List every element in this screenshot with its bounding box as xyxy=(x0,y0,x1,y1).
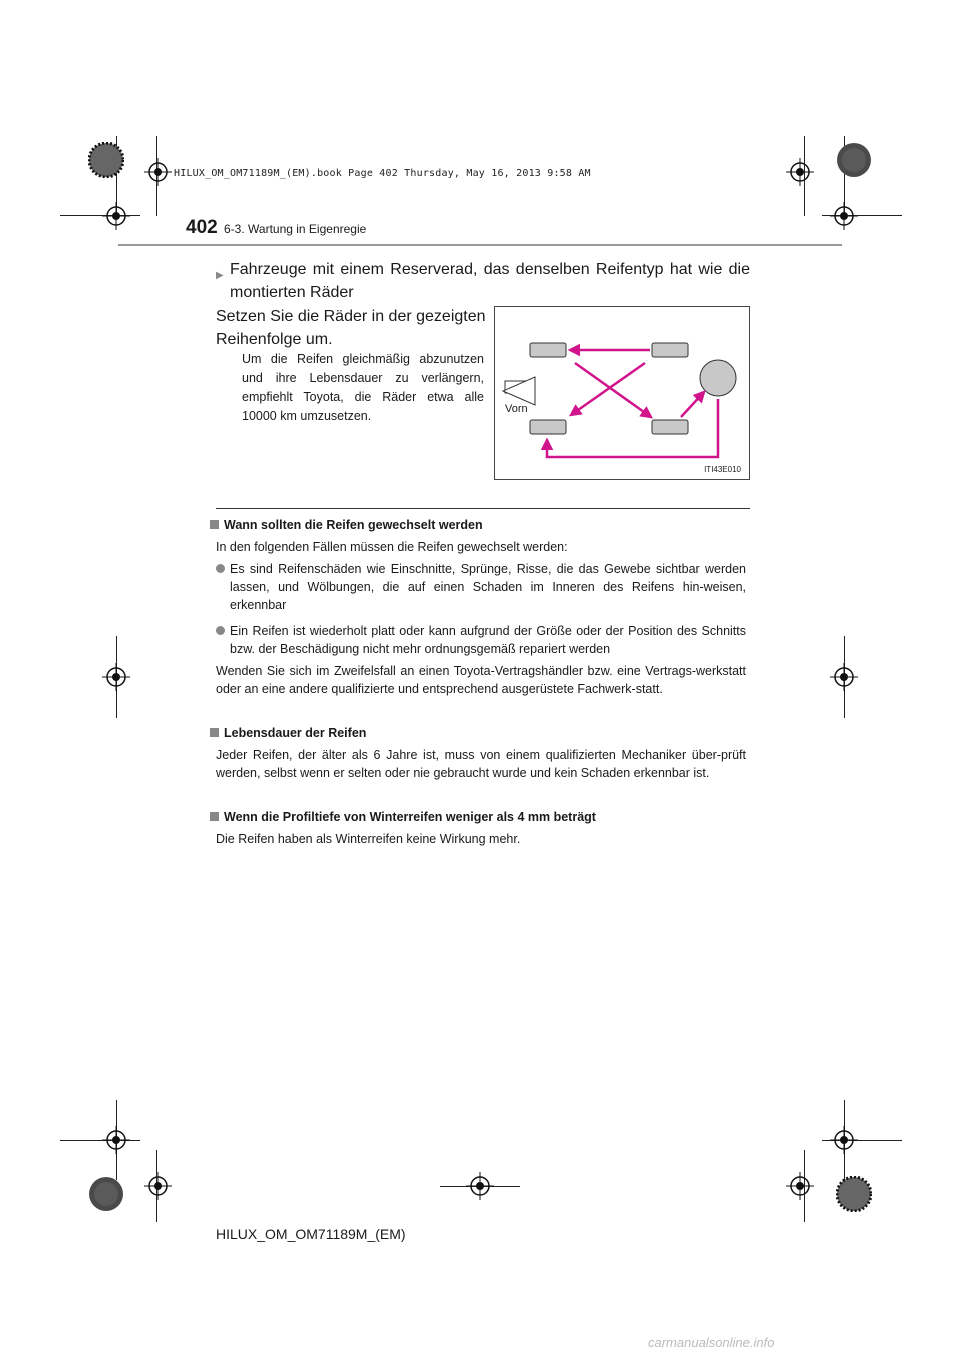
triangle-bullet-icon: ▶ xyxy=(216,270,224,281)
footer-code: HILUX_OM_OM71189M_(EM) xyxy=(216,1226,406,1242)
section-title: 6-3. Wartung in Eigenregie xyxy=(224,222,367,236)
tire-rotation-figure xyxy=(494,306,750,480)
registration-mark-icon xyxy=(786,158,814,186)
gray-register-icon xyxy=(836,142,872,178)
section-body: Die Reifen haben als Winterreifen keine Wirkung mehr. xyxy=(216,832,521,846)
registration-mark-icon xyxy=(830,663,858,691)
section-intro: In den folgenden Fällen müssen die Reifen gewechselt werden: xyxy=(216,540,568,554)
registration-mark-icon xyxy=(102,1126,130,1154)
rotation-arrow xyxy=(547,399,718,457)
instruction-text: Setzen Sie die Räder in der gezeigten Reihenfolge um. xyxy=(216,308,486,348)
sunburst-register-icon xyxy=(836,1176,872,1212)
section-heading-text: Lebensdauer der Reifen xyxy=(224,726,367,740)
section-heading xyxy=(210,726,366,740)
list-item xyxy=(216,622,746,658)
registration-mark-icon xyxy=(144,158,172,186)
wheel-front-right xyxy=(652,343,688,357)
section-heading xyxy=(210,518,483,532)
list-item-text: Es sind Reifenschäden wie Einschnitte, Sprünge, Risse, die das Gewebe sichtbar werden lassen, und Wölbungen, die auf einen Schaden im Inneren des Reifens hin-weisen, erkennbar xyxy=(230,562,746,612)
subheading-text: Fahrzeuge mit einem Reserverad, das denselben Reifentyp hat wie die montierten Räder xyxy=(230,261,750,301)
registration-mark-icon xyxy=(144,1172,172,1200)
section-divider xyxy=(216,508,750,509)
wheel-rear-left xyxy=(530,420,566,434)
square-bullet-icon xyxy=(210,520,219,529)
registration-mark-icon xyxy=(466,1172,494,1200)
sunburst-register-icon xyxy=(88,142,124,178)
section-heading xyxy=(210,810,596,824)
registration-mark-icon xyxy=(102,663,130,691)
list-item-text: Ein Reifen ist wiederholt platt oder kann aufgrund der Größe oder der Position des Schnitts bzw. der Beschädigung nicht mehr ordnungsgemäß repariert werden xyxy=(230,624,746,656)
spare-wheel xyxy=(700,360,736,396)
book-stamp: HILUX_OM_OM71189M_(EM).book Page 402 Thursday, May 16, 2013 9:58 AM xyxy=(174,168,591,179)
rotation-arrow xyxy=(575,363,651,417)
rotation-diagram xyxy=(495,307,749,479)
figure-code: ITI43E010 xyxy=(704,465,741,474)
section-heading-text: Wann sollten die Reifen gewechselt werden xyxy=(224,518,483,532)
section-heading-text: Wenn die Profiltiefe von Winterreifen weniger als 4 mm beträgt xyxy=(224,810,596,824)
wheel-rear-right xyxy=(652,420,688,434)
page-number: 402 xyxy=(186,217,218,238)
section-outro: Wenden Sie sich im Zweifelsfall an einen Toyota-Vertragshändler bzw. eine Vertrags-werkstatt oder an eine andere qualifizierte und entsprechend ausgerüstete Fachwerk-statt. xyxy=(216,664,746,696)
list-item xyxy=(216,560,746,614)
watermark: carmanualsonline.info xyxy=(648,1335,775,1350)
registration-mark-icon xyxy=(102,202,130,230)
note-text: Um die Reifen gleichmäßig abzunutzen und ihre Lebensdauer zu verlängern, empfiehlt Toyota, die Räder etwa alle 10000 km umzusetzen. xyxy=(242,352,484,423)
registration-mark-icon xyxy=(830,1126,858,1154)
header-rule xyxy=(118,244,842,246)
section-body: Jeder Reifen, der älter als 6 Jahre ist, muss von einem qualifizierten Mechaniker über-prüft werden, selbst wenn er selten oder nie gebraucht wurde und kein Schaden erkennbar ist. xyxy=(216,748,746,780)
front-label: Vorn xyxy=(505,403,528,415)
gray-register-icon xyxy=(88,1176,124,1212)
round-bullet-icon xyxy=(216,626,225,635)
square-bullet-icon xyxy=(210,728,219,737)
round-bullet-icon xyxy=(216,564,225,573)
square-bullet-icon xyxy=(210,812,219,821)
registration-mark-icon xyxy=(830,202,858,230)
rotation-arrow xyxy=(571,363,645,415)
registration-mark-icon xyxy=(786,1172,814,1200)
wheel-front-left xyxy=(530,343,566,357)
subheading xyxy=(216,258,750,304)
rotation-arrow xyxy=(681,392,704,417)
